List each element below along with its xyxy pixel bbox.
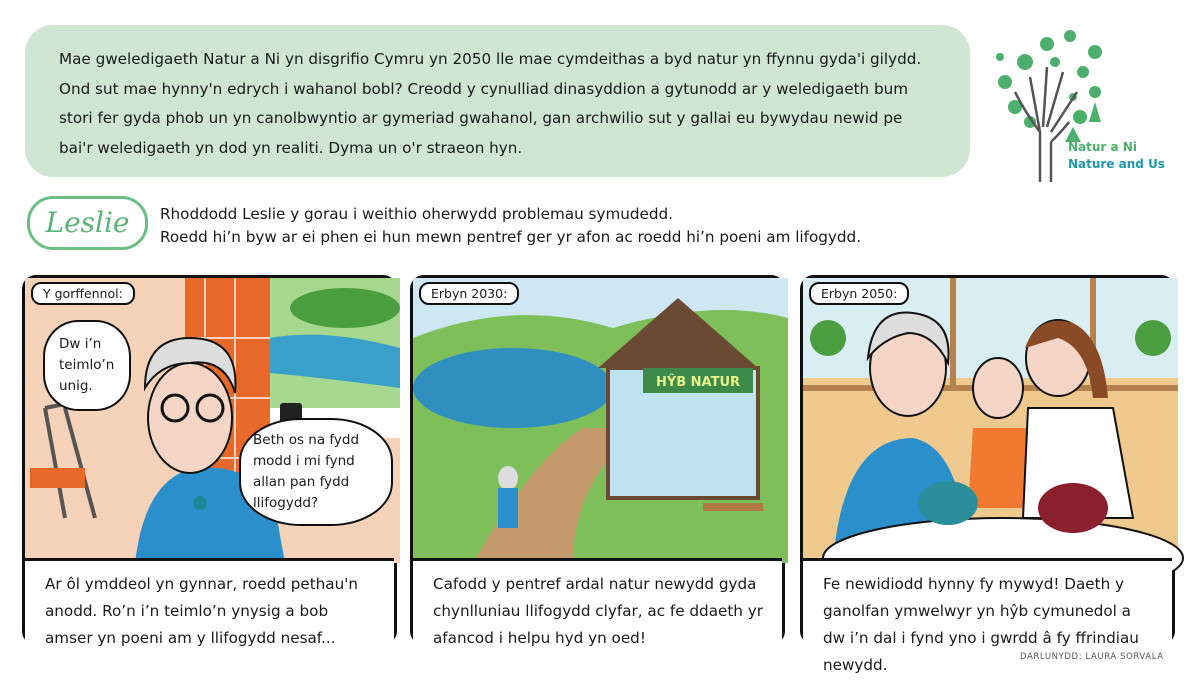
time-label: Erbyn 2050:: [809, 282, 909, 305]
red-yarn: [1038, 483, 1108, 533]
pond: [413, 348, 613, 428]
teal-yarn: [918, 481, 978, 525]
illustration-nature-hub: [413, 278, 788, 563]
time-label: Erbyn 2030:: [419, 282, 519, 305]
illustrator-credit: DARLUNYDD: LAURA SORVALA: [1020, 652, 1164, 662]
panel-caption: Fe newidiodd hynny fy mywyd! Daeth y ganolfan ymwelwyr yn hŷb cymunedol a dw i’n dal i fynd yno i gwrdd â fy ffrindiau newydd.: [803, 558, 1172, 648]
picnic-table: [703, 503, 763, 511]
time-label: Y gorffennol:: [31, 282, 135, 305]
comic-panel-past: [22, 275, 397, 645]
panel-caption: Cafodd y pentref ardal natur newydd gyda chynlluniau llifogydd clyfar, ac fe ddaeth yr afancod i helpu hyd yn oed!: [413, 558, 782, 648]
intro-box: [25, 25, 970, 177]
logo-text-english: Nature and Us: [1068, 157, 1165, 171]
panel-caption: Ar ôl ymddeol yn gynnar, roedd pethau'n anodd. Ro’n i’n teimlo’n ynysig a bob amser yn poeni am y llifogydd nesaf...: [25, 558, 394, 648]
leslie-figure: [498, 488, 518, 528]
character-description: [160, 203, 861, 249]
illustration-knitting-friends: [803, 278, 1178, 563]
character-name-badge: Leslie: [27, 196, 148, 250]
thought-bubble-lonely: Dw i’n teimlo’n unig.: [43, 320, 131, 411]
comic-panel-2030: [410, 275, 785, 645]
intro-text: Mae gweledigaeth Natur a Ni yn disgrifio Cymru yn 2050 lle mae cymdeithas a byd natur yn ffynnu gyda'i gilydd. Ond sut mae hynny'n edrych i wahanol bobl? Creodd y cynulliad dinasyddion a gytunodd ar y weledigaeth bum stori fer gyda phob un yn canolbwyntio ar gymeriad gwahanol, gan archwilio sut y gallai eu bywydau newid pe bai'r weledigaeth yn dod yn realiti. Dyma un o'r straeon hyn.: [59, 50, 922, 157]
logo-text-welsh: Natur a Ni: [1068, 140, 1137, 154]
description-line-1: Rhoddodd Leslie y gorau i weithio oherwydd problemau symudedd.: [160, 205, 673, 223]
thought-bubble-flood: Beth os na fydd modd i mi fynd allan pan fydd llifogydd?: [239, 418, 393, 526]
hub-sign: HŶB NATUR: [655, 375, 741, 390]
description-line-2: Roedd hi’n byw ar ei phen ei hun mewn pentref ger yr afon ac roedd hi’n poeni am lifogydd.: [160, 228, 862, 246]
